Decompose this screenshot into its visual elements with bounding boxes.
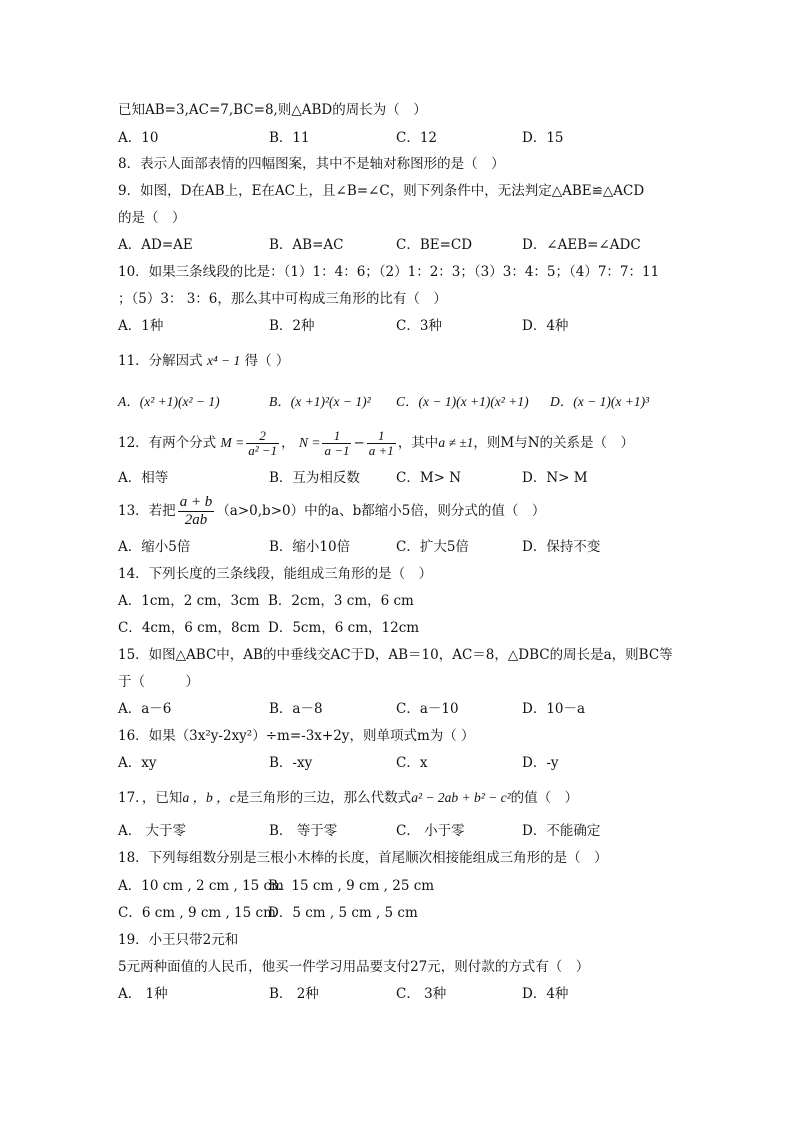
option-b: B． 等于零 [269, 823, 338, 839]
question-9-stem-line1: 9．如图，D在AB上，E在AC上，且∠B=∠C，则下列条件中，无法判定△ABE≌△ACD [118, 183, 645, 199]
option-b: B．(x +1)²(x − 1)² [269, 394, 371, 409]
question-7-stem: 已知AB=3,AC=7,BC=8,则△ABD的周长为（ ） [118, 102, 427, 118]
option-b: B．-xy [269, 755, 313, 771]
option-a: A．10 [118, 130, 159, 146]
question-17-stem [118, 789, 578, 807]
question-17-suffix: 的值（ ） [510, 790, 579, 806]
option-a: A．1cm，2 cm，3cm [118, 593, 260, 609]
question-11-suffix: 得（ ） [244, 353, 290, 369]
question-8: 8．表示人面部表情的四幅图案，其中不是轴对称图形的是（ ） [118, 156, 505, 172]
option-d: D．15 [522, 130, 564, 146]
question-11-options [118, 393, 678, 411]
option-a: A．a－6 [118, 701, 172, 717]
question-13-prefix: 13．若把 [118, 503, 176, 519]
question-10-stem-line2: ；（5）3： 3：6，那么其中可构成三角形的比有（ ） [118, 291, 447, 307]
option-b: B． 2种 [269, 986, 319, 1002]
option-a: A．缩小5倍 [118, 539, 191, 555]
question-15-stem-line1: 15．如图△ABC中，AB的中垂线交AC于D，AB＝10，AC＝8，△DBC的周长是a，则BC等 [118, 647, 673, 663]
option-a: A．xy [118, 755, 157, 771]
question-9-stem-line2: 的是（ ） [118, 210, 186, 226]
option-a: A． 1种 [118, 986, 168, 1002]
option-d: D．5cm，6 cm，12cm [268, 620, 420, 636]
fraction-n1-numerator: 1 [322, 429, 351, 444]
option-d: D．5 cm , 5 cm , 5 cm [268, 905, 418, 921]
option-d: D．4种 [522, 986, 569, 1002]
option-d: D．N> M [522, 470, 588, 486]
option-b: B．缩小10倍 [269, 539, 351, 555]
option-c: C．6 cm , 9 cm , 15 cm [118, 905, 276, 921]
question-12-stem: 12．有两个分式 M = $\frac{2}{\text{a² −1}}$ ， N = $\frac{1}{a -1}$ − $\frac{1}{a +1}$ ，其中a ≠ ±1，则M与N的关系是（ ） [118, 428, 635, 458]
option-b: B．互为相反数 [269, 470, 360, 486]
question-19-stem-line2: 5元两种面值的人民币，他买一件学习用品要支付27元，则付款的方式有（ ） [118, 959, 590, 975]
question-15-stem-line2: 于（ ） [118, 674, 199, 690]
question-16-options [118, 754, 678, 772]
option-c: C．x [396, 755, 428, 771]
fraction-n-first [322, 429, 351, 458]
option-b: B．2cm，3 cm，6 cm [268, 593, 414, 609]
question-13-stem [118, 492, 545, 530]
option-b: B．11 [269, 130, 310, 146]
question-19-options [118, 985, 678, 1003]
question-15-options [118, 700, 678, 718]
option-c: C． 小于零 [396, 823, 465, 839]
question-17-variables: a ，b ，c [182, 790, 236, 805]
fraction-m-numerator: 2 [246, 429, 279, 444]
fraction-n-label: N = [298, 435, 321, 450]
fraction-ab [178, 494, 215, 529]
fraction-m [246, 429, 279, 458]
option-a: A．1种 [118, 318, 164, 334]
option-c: C． 3种 [396, 986, 447, 1002]
question-14: 14．下列长度的三条线段，能组成三角形的是（ ） [118, 566, 433, 582]
question-12-options [118, 469, 678, 487]
fraction-m-denominator: a² −1 [248, 443, 278, 458]
question-19-stem-line1: 19．小王只带2元和 [118, 932, 239, 948]
question-13-options [118, 538, 678, 556]
option-d: D．10－a [522, 701, 586, 717]
option-a: A．AD=AE [118, 237, 193, 253]
fraction-m-label: M = [220, 435, 245, 450]
option-d: D．-y [522, 755, 559, 771]
question-10-options [118, 317, 678, 335]
question-12-condition: a ≠ ±1 [438, 435, 474, 450]
question-18: 18．下列每组数分别是三根小木棒的长度，首尾顺次相接能组成三角形的是（ ） [118, 850, 608, 866]
question-17-prefix: 17．，已知 [118, 790, 183, 806]
question-11-expression: x⁴ − 1 [206, 353, 241, 368]
fraction-n2-denominator: a +1 [368, 443, 394, 458]
option-c: C．4cm，6 cm，8cm [118, 620, 260, 636]
option-c: C．扩大5倍 [396, 539, 469, 555]
option-c: C．BE=CD [396, 237, 473, 253]
option-b: B．a－8 [269, 701, 323, 717]
fraction-n1-denominator: a −1 [324, 443, 350, 458]
option-c: C．(x − 1)(x +1)(x² +1) [396, 394, 529, 409]
option-b: B．15 cm , 9 cm , 25 cm [268, 878, 435, 894]
question-11-prefix: 11．分解因式 [118, 353, 203, 369]
question-9-options [118, 236, 678, 254]
option-b: B．2种 [269, 318, 315, 334]
question-13-suffix: （a>0,b>0）中的a、b都缩小5倍，则分式的值（ ） [216, 503, 546, 519]
question-17-expression: a² − 2ab + b² − c² [411, 790, 511, 805]
fraction-ab-numerator: a + b [179, 494, 213, 510]
option-c: C．M> N [396, 470, 462, 486]
question-10-stem-line1: 10．如果三条线段的比是：（1）1：4：6；（2）1：2：3；（3）3：4：5；（4）7：7：11 [118, 264, 660, 280]
question-12-suffix: ，则M与N的关系是（ ） [473, 435, 635, 451]
option-c: C．12 [396, 130, 438, 146]
option-a: A．10 cm , 2 cm , 15 cm [118, 878, 284, 894]
question-11-stem [118, 352, 289, 370]
question-12-prefix: 12．有两个分式 [118, 435, 217, 451]
option-d: D．∠AEB=∠ADC [522, 237, 641, 253]
option-c: C．a－10 [396, 701, 459, 717]
question-17-middle: 是三角形的三边，那么代数式 [235, 790, 412, 806]
question-7-options [118, 129, 678, 147]
option-a: A．相等 [118, 470, 169, 486]
fraction-n-second [367, 429, 396, 458]
option-d: D．保持不变 [522, 539, 601, 555]
option-d: D．不能确定 [522, 823, 601, 839]
question-16: 16．如果（3x²y-2xy²）÷m=-3x+2y，则单项式m为（ ） [118, 728, 475, 744]
fraction-ab-denominator: 2ab [184, 512, 208, 528]
option-b: B．AB=AC [269, 237, 344, 253]
option-d: D．4种 [522, 318, 569, 334]
option-c: C．3种 [396, 318, 442, 334]
option-a: A． 大于零 [118, 823, 187, 839]
option-a: A．(x² +1)(x² − 1) [118, 394, 220, 409]
option-d: D．(x − 1)(x +1)³ [550, 394, 650, 409]
question-17-options [118, 822, 678, 840]
fraction-n2-numerator: 1 [367, 429, 396, 444]
